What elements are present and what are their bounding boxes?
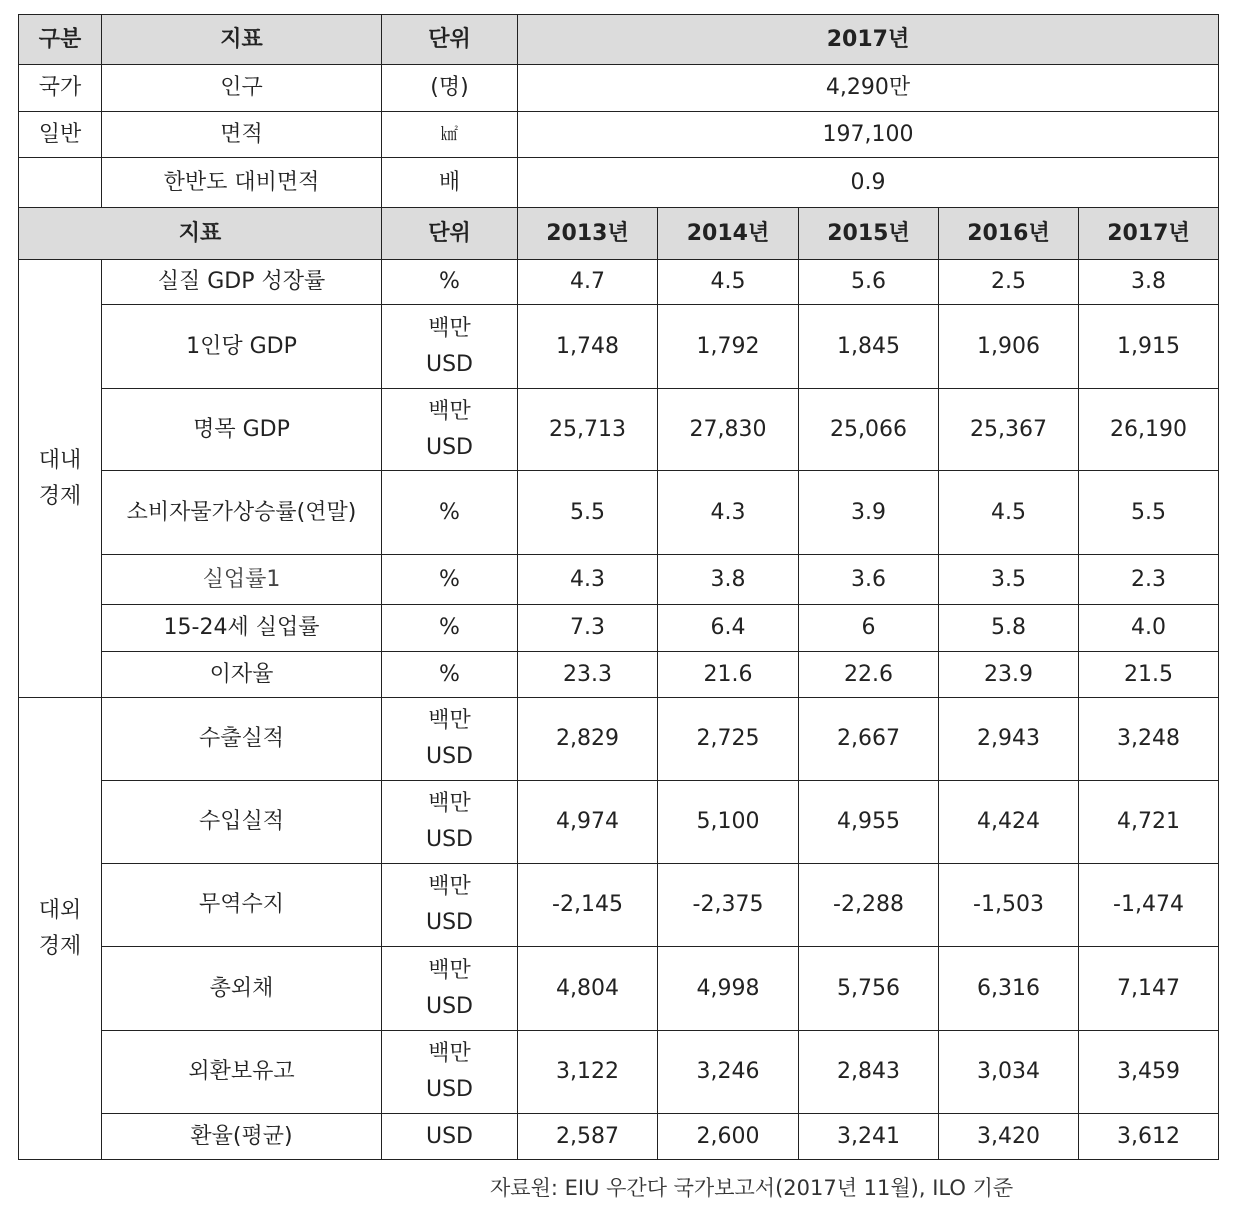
unit-cell xyxy=(382,698,518,781)
unit-line: USD xyxy=(425,744,473,769)
value-cell: 25,066 xyxy=(799,389,939,471)
value-cell: 2,843 xyxy=(799,1031,939,1114)
unit-cell xyxy=(382,605,518,652)
value-cell: 3.8 xyxy=(658,555,799,605)
unit-line: USD xyxy=(425,351,473,377)
unit-cell: ㎢ xyxy=(382,112,518,158)
value-cell: 0.9 xyxy=(518,158,1219,208)
value-cell: 6,316 xyxy=(939,947,1079,1031)
header-category: 구분 xyxy=(19,15,102,65)
value-cell: -2,288 xyxy=(799,864,939,947)
table-row xyxy=(19,1114,1219,1160)
header-indicator: 지표 xyxy=(19,208,382,260)
header-year: 2017년 xyxy=(518,15,1219,65)
value-cell: -1,503 xyxy=(939,864,1079,947)
value-cell: 21.6 xyxy=(658,652,799,698)
unit-line: 백만 xyxy=(428,874,471,899)
value-cell: 2.3 xyxy=(1079,555,1219,605)
value-cell: 4.5 xyxy=(939,471,1079,555)
value-cell: 4.3 xyxy=(658,471,799,555)
unit-cell xyxy=(382,389,518,471)
category-label: 일반 xyxy=(19,112,102,158)
unit-line: 백만 xyxy=(428,398,471,424)
unit-line: % xyxy=(439,615,460,640)
unit-cell xyxy=(382,652,518,698)
category-empty xyxy=(19,158,102,208)
value-cell: 5.6 xyxy=(799,260,939,305)
value-cell: 6.4 xyxy=(658,605,799,652)
unit-cell xyxy=(382,555,518,605)
value-cell: 3.6 xyxy=(799,555,939,605)
indicator-name: 면적 xyxy=(102,112,382,158)
value-cell: 1,792 xyxy=(658,305,799,389)
unit-cell: (명) xyxy=(382,65,518,112)
value-cell: 2,600 xyxy=(658,1114,799,1160)
indicator-name: 한반도 대비면적 xyxy=(102,158,382,208)
header-year: 2014년 xyxy=(658,208,799,260)
table-row xyxy=(19,1031,1219,1114)
value-cell: 4.7 xyxy=(518,260,658,305)
category-label xyxy=(19,698,102,1160)
table-row xyxy=(19,605,1219,652)
value-cell: 3,246 xyxy=(658,1031,799,1114)
value-cell: 25,713 xyxy=(518,389,658,471)
table-row xyxy=(19,112,1219,158)
unit-cell xyxy=(382,1031,518,1114)
value-cell: 4,955 xyxy=(799,781,939,864)
value-cell: 6 xyxy=(799,605,939,652)
value-cell: 5.5 xyxy=(518,471,658,555)
unit-cell xyxy=(382,781,518,864)
unit-cell xyxy=(382,305,518,389)
value-cell: 3.9 xyxy=(799,471,939,555)
category-line: 대내 xyxy=(38,447,82,473)
header-year: 2015년 xyxy=(799,208,939,260)
table-row xyxy=(19,305,1219,389)
unit-line: % xyxy=(439,269,460,294)
unit-line: USD xyxy=(425,1123,473,1149)
unit-line: 백만 xyxy=(428,1041,471,1066)
category-line: 경제 xyxy=(38,483,82,509)
value-cell: 4,290만 xyxy=(518,65,1219,112)
unit-line: USD xyxy=(425,993,473,1019)
value-cell: 5.8 xyxy=(939,605,1079,652)
table-row xyxy=(19,65,1219,112)
category-label xyxy=(19,260,102,698)
table-row xyxy=(19,652,1219,698)
value-cell: 5.5 xyxy=(1079,471,1219,555)
table-row xyxy=(19,698,1219,781)
value-cell: 1,915 xyxy=(1079,305,1219,389)
indicator-name: 이자율 xyxy=(102,652,382,698)
value-cell: 27,830 xyxy=(658,389,799,471)
value-cell: -1,474 xyxy=(1079,864,1219,947)
indicator-name: 외환보유고 xyxy=(102,1031,382,1114)
value-cell: 4.0 xyxy=(1079,605,1219,652)
indicator-name: 인구 xyxy=(102,65,382,112)
unit-line: USD xyxy=(425,827,473,852)
table-row xyxy=(19,389,1219,471)
value-cell: 5,756 xyxy=(799,947,939,1031)
unit-line: 백만 xyxy=(428,957,471,983)
indicator-name: 무역수지 xyxy=(102,864,382,947)
value-cell: 4,998 xyxy=(658,947,799,1031)
unit-cell xyxy=(382,864,518,947)
value-cell: 3,612 xyxy=(1079,1114,1219,1160)
value-cell: 23.9 xyxy=(939,652,1079,698)
value-cell: 3,034 xyxy=(939,1031,1079,1114)
header-row-2 xyxy=(19,208,1219,260)
table-row xyxy=(19,555,1219,605)
category-line: 대외 xyxy=(38,897,82,923)
value-cell: 2,667 xyxy=(799,698,939,781)
header-row-1 xyxy=(19,15,1219,65)
value-cell: 2,943 xyxy=(939,698,1079,781)
value-cell: 22.6 xyxy=(799,652,939,698)
value-cell: 7.3 xyxy=(518,605,658,652)
value-cell: 3,459 xyxy=(1079,1031,1219,1114)
value-cell: 2,829 xyxy=(518,698,658,781)
value-cell: 4,721 xyxy=(1079,781,1219,864)
indicator-name: 실질 GDP 성장률 xyxy=(102,260,382,305)
unit-line: % xyxy=(439,499,460,525)
value-cell: 1,748 xyxy=(518,305,658,389)
unit-line: 백만 xyxy=(428,708,471,733)
unit-line: USD xyxy=(425,434,473,460)
indicator-name: 실업률1 xyxy=(102,555,382,605)
table-row xyxy=(19,260,1219,305)
unit-line: 백만 xyxy=(428,791,471,816)
table-row xyxy=(19,471,1219,555)
header-year: 2013년 xyxy=(518,208,658,260)
unit-cell xyxy=(382,260,518,305)
value-cell: 197,100 xyxy=(518,112,1219,158)
value-cell: 2.5 xyxy=(939,260,1079,305)
value-cell: 3.8 xyxy=(1079,260,1219,305)
unit-line: % xyxy=(439,566,460,592)
indicator-name: 1인당 GDP xyxy=(102,305,382,389)
header-year: 2017년 xyxy=(1079,208,1219,260)
value-cell: 3,122 xyxy=(518,1031,658,1114)
value-cell: 3.5 xyxy=(939,555,1079,605)
unit-cell xyxy=(382,1114,518,1160)
unit-cell: 배 xyxy=(382,158,518,208)
indicator-name: 명목 GDP xyxy=(102,389,382,471)
indicator-name: 소비자물가상승률(연말) xyxy=(102,471,382,555)
value-cell: 4,974 xyxy=(518,781,658,864)
value-cell: 21.5 xyxy=(1079,652,1219,698)
unit-line: USD xyxy=(425,1077,473,1102)
indicator-name: 환율(평균) xyxy=(102,1114,382,1160)
value-cell: 7,147 xyxy=(1079,947,1219,1031)
value-cell: -2,375 xyxy=(658,864,799,947)
indicator-name: 수입실적 xyxy=(102,781,382,864)
economic-indicators-table xyxy=(18,14,1219,1160)
value-cell: 4.3 xyxy=(518,555,658,605)
unit-cell xyxy=(382,471,518,555)
value-cell: 1,845 xyxy=(799,305,939,389)
value-cell: 3,241 xyxy=(799,1114,939,1160)
value-cell: 1,906 xyxy=(939,305,1079,389)
table-row xyxy=(19,781,1219,864)
value-cell: 23.3 xyxy=(518,652,658,698)
value-cell: 3,420 xyxy=(939,1114,1079,1160)
value-cell: 4,804 xyxy=(518,947,658,1031)
value-cell: 3,248 xyxy=(1079,698,1219,781)
value-cell: 2,587 xyxy=(518,1114,658,1160)
indicator-name: 15-24세 실업률 xyxy=(102,605,382,652)
unit-line: % xyxy=(439,661,460,687)
value-cell: -2,145 xyxy=(518,864,658,947)
category-label: 국가 xyxy=(19,65,102,112)
table-row xyxy=(19,158,1219,208)
header-unit: 단위 xyxy=(382,208,518,260)
table-row xyxy=(19,947,1219,1031)
unit-line: USD xyxy=(425,910,473,935)
value-cell: 4.5 xyxy=(658,260,799,305)
category-line: 경제 xyxy=(38,933,82,959)
value-cell: 26,190 xyxy=(1079,389,1219,471)
indicator-name: 수출실적 xyxy=(102,698,382,781)
header-unit: 단위 xyxy=(382,15,518,65)
unit-cell xyxy=(382,947,518,1031)
source-note: 자료원: EIU 우간다 국가보고서(2017년 11월), ILO 기준 xyxy=(490,1176,1014,1200)
value-cell: 4,424 xyxy=(939,781,1079,864)
value-cell: 5,100 xyxy=(658,781,799,864)
indicator-name: 총외채 xyxy=(102,947,382,1031)
value-cell: 2,725 xyxy=(658,698,799,781)
table-row xyxy=(19,864,1219,947)
header-year: 2016년 xyxy=(939,208,1079,260)
value-cell: 25,367 xyxy=(939,389,1079,471)
unit-line: 백만 xyxy=(428,315,471,341)
header-indicator: 지표 xyxy=(102,15,382,65)
